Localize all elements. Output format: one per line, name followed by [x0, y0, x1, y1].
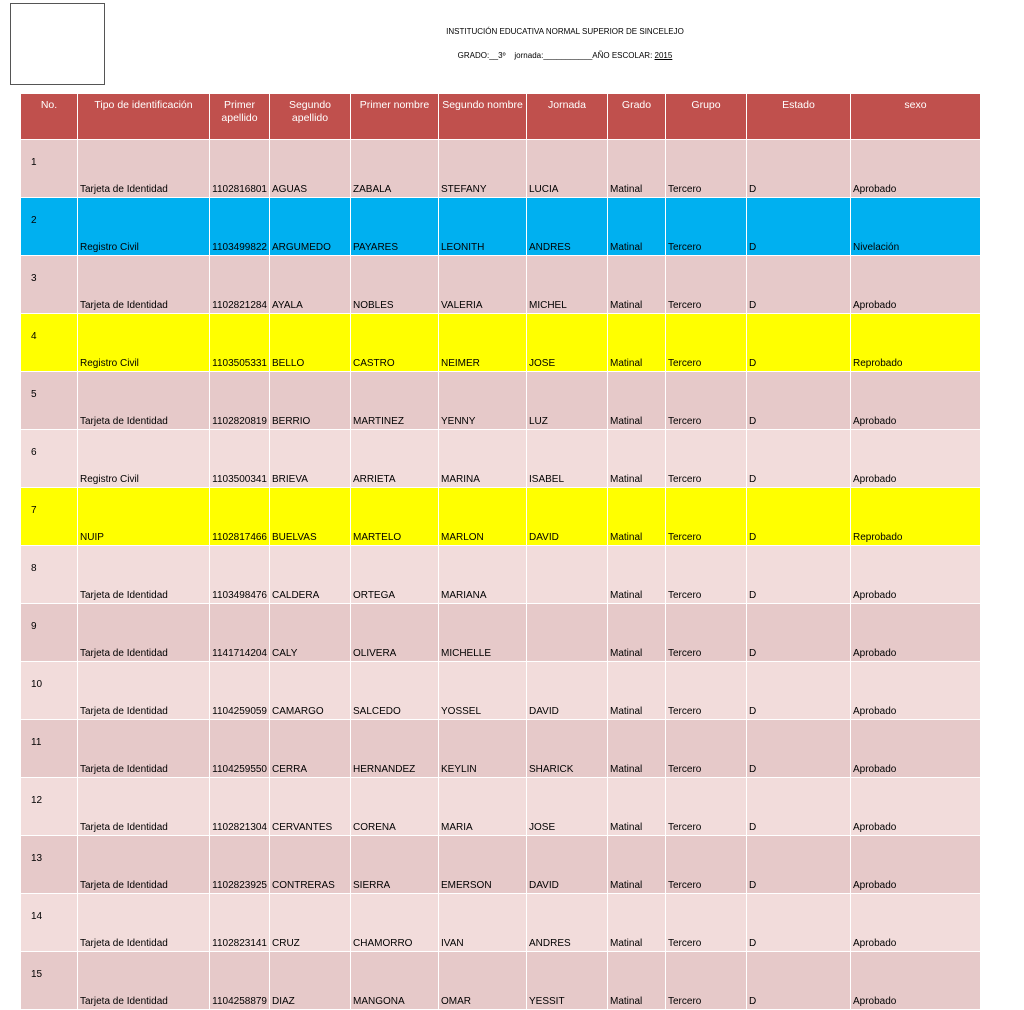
- second-name-cell: JOSE: [529, 358, 556, 369]
- grade-cell: Tercero: [668, 416, 702, 427]
- grado-label: GRADO:: [457, 51, 490, 60]
- second-surname-cell: CHAMORRO: [353, 938, 413, 949]
- id-type-cell: Tarjeta de Identidad: [80, 938, 168, 949]
- first-name-cell: OMAR: [441, 996, 471, 1007]
- document-number-cell: 1103499822: [212, 242, 267, 253]
- jornada-label: jornada:: [514, 51, 544, 60]
- table-row: [21, 198, 981, 256]
- first-name-cell: STEFANY: [441, 184, 487, 195]
- first-name-cell: YENNY: [441, 416, 476, 427]
- grade-cell: Tercero: [668, 996, 702, 1007]
- first-surname-cell: AGUAS: [272, 184, 308, 195]
- first-name-cell: MARIANA: [441, 590, 487, 601]
- id-type-cell: Registro Civil: [80, 242, 139, 253]
- status-cell: Aprobado: [853, 880, 897, 891]
- second-name-cell: SHARICK: [529, 764, 574, 775]
- shift-cell: Matinal: [610, 706, 643, 717]
- grade-cell: Tercero: [668, 242, 702, 253]
- column-header: Primer nombre: [351, 94, 439, 140]
- grade-cell: Tercero: [668, 300, 702, 311]
- first-surname-cell: DIAZ: [272, 996, 295, 1007]
- second-surname-cell: CORENA: [353, 822, 396, 833]
- row-number: 6: [31, 447, 37, 458]
- shift-cell: Matinal: [610, 590, 643, 601]
- column-header: Grupo: [666, 94, 747, 140]
- row-number: 10: [31, 679, 43, 690]
- second-surname-cell: SIERRA: [353, 880, 391, 891]
- id-type-cell: Tarjeta de Identidad: [80, 416, 168, 427]
- second-name-cell: YESSIT: [529, 996, 565, 1007]
- row-number: 2: [31, 215, 37, 226]
- document-number-cell: 1104258879: [212, 996, 267, 1007]
- status-cell: Aprobado: [853, 938, 897, 949]
- shift-cell: Matinal: [610, 996, 643, 1007]
- group-cell: D: [749, 648, 757, 659]
- grade-cell: Tercero: [668, 822, 702, 833]
- table-row: [21, 894, 981, 952]
- group-cell: D: [749, 532, 757, 543]
- second-surname-cell: PAYARES: [353, 242, 399, 253]
- table-row: [21, 778, 981, 836]
- document-number-cell: 1102823141: [212, 938, 267, 949]
- first-surname-cell: CALDERA: [272, 590, 320, 601]
- row-number: 4: [31, 331, 37, 342]
- group-cell: D: [749, 764, 757, 775]
- shift-cell: Matinal: [610, 184, 643, 195]
- shift-cell: Matinal: [610, 242, 643, 253]
- first-name-cell: IVAN: [441, 938, 464, 949]
- first-name-cell: NEIMER: [441, 358, 480, 369]
- document-number-cell: 1102821284: [212, 300, 267, 311]
- status-cell: Aprobado: [853, 590, 897, 601]
- status-cell: Aprobado: [853, 300, 897, 311]
- group-cell: D: [749, 474, 757, 485]
- table-row: [21, 140, 981, 198]
- status-cell: Aprobado: [853, 764, 897, 775]
- grade-cell: Tercero: [668, 358, 702, 369]
- status-cell: Aprobado: [853, 822, 897, 833]
- second-surname-cell: OLIVERA: [353, 648, 397, 659]
- second-surname-cell: ZABALA: [353, 184, 392, 195]
- group-cell: D: [749, 300, 757, 311]
- first-surname-cell: CRUZ: [272, 938, 300, 949]
- shift-cell: Matinal: [610, 880, 643, 891]
- first-surname-cell: CALY: [272, 648, 298, 659]
- id-type-cell: Tarjeta de Identidad: [80, 880, 168, 891]
- second-surname-cell: MANGONA: [353, 996, 405, 1007]
- shift-cell: Matinal: [610, 300, 643, 311]
- table-row: [21, 952, 981, 1010]
- first-surname-cell: CERRA: [272, 764, 308, 775]
- document-number-cell: 1104259550: [212, 764, 267, 775]
- group-cell: D: [749, 938, 757, 949]
- grade-cell: Tercero: [668, 474, 702, 485]
- id-type-cell: Tarjeta de Identidad: [80, 300, 168, 311]
- row-number: 3: [31, 273, 37, 284]
- row-number: 1: [31, 157, 37, 168]
- second-name-cell: LUCIA: [529, 184, 559, 195]
- jornada-value: ___________: [543, 51, 593, 60]
- table-row: [21, 488, 981, 546]
- first-name-cell: MARIA: [441, 822, 473, 833]
- first-name-cell: EMERSON: [441, 880, 492, 891]
- shift-cell: Matinal: [610, 764, 643, 775]
- first-name-cell: VALERIA: [441, 300, 483, 311]
- row-number: 14: [31, 911, 43, 922]
- second-surname-cell: CASTRO: [353, 358, 395, 369]
- students-table: [20, 93, 981, 1010]
- column-header: No.: [21, 94, 78, 140]
- id-type-cell: Tarjeta de Identidad: [80, 590, 168, 601]
- first-surname-cell: BUELVAS: [272, 532, 317, 543]
- table-row: [21, 836, 981, 894]
- row-number: 5: [31, 389, 37, 400]
- second-name-cell: ANDRES: [529, 242, 571, 253]
- first-surname-cell: ARGUMEDO: [272, 242, 331, 253]
- column-header: Primer apellido: [210, 94, 270, 140]
- logo-placeholder: [10, 3, 105, 85]
- first-surname-cell: CONTRERAS: [272, 880, 335, 891]
- row-number: 9: [31, 621, 37, 632]
- column-header: Jornada: [527, 94, 608, 140]
- document-number-cell: 1102821304: [212, 822, 267, 833]
- grade-cell: Tercero: [668, 938, 702, 949]
- second-surname-cell: HERNANDEZ: [353, 764, 416, 775]
- group-cell: D: [749, 184, 757, 195]
- status-cell: Aprobado: [853, 648, 897, 659]
- ano-value: 2015: [654, 51, 673, 60]
- grade-cell: Tercero: [668, 706, 702, 717]
- group-cell: D: [749, 822, 757, 833]
- grade-cell: Tercero: [668, 532, 702, 543]
- document-number-cell: 1103505331: [212, 358, 267, 369]
- second-surname-cell: SALCEDO: [353, 706, 401, 717]
- column-header: sexo: [851, 94, 981, 140]
- second-surname-cell: ARRIETA: [353, 474, 396, 485]
- second-name-cell: ISABEL: [529, 474, 565, 485]
- table-row: [21, 372, 981, 430]
- group-cell: D: [749, 880, 757, 891]
- status-cell: Aprobado: [853, 706, 897, 717]
- document-title: INSTITUCIÓN EDUCATIVA NORMAL SUPERIOR DE SINCELEJO: [446, 27, 684, 36]
- table-row: [21, 662, 981, 720]
- shift-cell: Matinal: [610, 938, 643, 949]
- document-number-cell: 1102817466: [212, 532, 267, 543]
- table-row: [21, 604, 981, 662]
- column-header: Segundo apellido: [270, 94, 351, 140]
- row-number: 7: [31, 505, 37, 516]
- shift-cell: Matinal: [610, 532, 643, 543]
- second-name-cell: DAVID: [529, 706, 559, 717]
- status-cell: Aprobado: [853, 416, 897, 427]
- second-name-cell: DAVID: [529, 880, 559, 891]
- second-surname-cell: NOBLES: [353, 300, 394, 311]
- id-type-cell: Tarjeta de Identidad: [80, 822, 168, 833]
- second-name-cell: JOSE: [529, 822, 556, 833]
- column-header: Segundo nombre: [439, 94, 527, 140]
- first-name-cell: MARLON: [441, 532, 484, 543]
- status-cell: Reprobado: [853, 358, 903, 369]
- second-surname-cell: ORTEGA: [353, 590, 396, 601]
- group-cell: D: [749, 358, 757, 369]
- document-number-cell: 1104259059: [212, 706, 267, 717]
- ano-label: AÑO ESCOLAR:: [592, 51, 655, 60]
- group-cell: D: [749, 996, 757, 1007]
- row-number: 13: [31, 853, 43, 864]
- table-row: [21, 256, 981, 314]
- shift-cell: Matinal: [610, 822, 643, 833]
- row-number: 11: [31, 737, 42, 748]
- group-cell: D: [749, 706, 757, 717]
- first-name-cell: LEONITH: [441, 242, 485, 253]
- shift-cell: Matinal: [610, 416, 643, 427]
- column-header: Tipo de identificación: [78, 94, 210, 140]
- status-cell: Aprobado: [853, 474, 897, 485]
- grade-cell: Tercero: [668, 184, 702, 195]
- id-type-cell: Tarjeta de Identidad: [80, 648, 168, 659]
- document-number-cell: 1102823925: [212, 880, 267, 891]
- shift-cell: Matinal: [610, 474, 643, 485]
- column-header: Estado: [747, 94, 851, 140]
- table-row: [21, 314, 981, 372]
- second-name-cell: DAVID: [529, 532, 559, 543]
- first-name-cell: MARINA: [441, 474, 480, 485]
- status-cell: Aprobado: [853, 996, 897, 1007]
- status-cell: Aprobado: [853, 184, 897, 195]
- table-row: [21, 720, 981, 778]
- table-row: [21, 546, 981, 604]
- table-row: [21, 430, 981, 488]
- id-type-cell: Registro Civil: [80, 474, 139, 485]
- id-type-cell: Tarjeta de Identidad: [80, 706, 168, 717]
- grado-value: __3º: [489, 51, 506, 60]
- row-number: 15: [31, 969, 43, 980]
- shift-cell: Matinal: [610, 648, 643, 659]
- grade-cell: Tercero: [668, 764, 702, 775]
- id-type-cell: Tarjeta de Identidad: [80, 996, 168, 1007]
- shift-cell: Matinal: [610, 358, 643, 369]
- status-cell: Nivelación: [853, 242, 900, 253]
- first-surname-cell: BRIEVA: [272, 474, 308, 485]
- first-surname-cell: CERVANTES: [272, 822, 333, 833]
- first-name-cell: KEYLIN: [441, 764, 477, 775]
- document-number-cell: 1103500341: [212, 474, 267, 485]
- second-name-cell: LUZ: [529, 416, 548, 427]
- id-type-cell: Tarjeta de Identidad: [80, 184, 168, 195]
- first-surname-cell: BELLO: [272, 358, 305, 369]
- document-subtitle: [0, 51, 1024, 60]
- id-type-cell: NUIP: [80, 532, 104, 543]
- second-surname-cell: MARTINEZ: [353, 416, 404, 427]
- document-number-cell: 1102816801: [212, 184, 267, 195]
- first-surname-cell: BERRIO: [272, 416, 311, 427]
- grade-cell: Tercero: [668, 590, 702, 601]
- first-name-cell: YOSSEL: [441, 706, 482, 717]
- status-cell: Reprobado: [853, 532, 903, 543]
- id-type-cell: Tarjeta de Identidad: [80, 764, 168, 775]
- first-name-cell: MICHELLE: [441, 648, 492, 659]
- row-number: 8: [31, 563, 37, 574]
- document-number-cell: 1141714204: [212, 648, 267, 659]
- second-surname-cell: MARTELO: [353, 532, 402, 543]
- second-name-cell: ANDRES: [529, 938, 571, 949]
- first-surname-cell: AYALA: [272, 300, 303, 311]
- group-cell: D: [749, 242, 757, 253]
- id-type-cell: Registro Civil: [80, 358, 139, 369]
- column-header: Grado: [608, 94, 666, 140]
- first-surname-cell: CAMARGO: [272, 706, 324, 717]
- document-number-cell: 1103498476: [212, 590, 267, 601]
- group-cell: D: [749, 590, 757, 601]
- document-number-cell: 1102820819: [212, 416, 267, 427]
- row-number: 12: [31, 795, 43, 806]
- second-name-cell: MICHEL: [529, 300, 567, 311]
- group-cell: D: [749, 416, 757, 427]
- table-header-row: [21, 94, 981, 140]
- grade-cell: Tercero: [668, 648, 702, 659]
- grade-cell: Tercero: [668, 880, 702, 891]
